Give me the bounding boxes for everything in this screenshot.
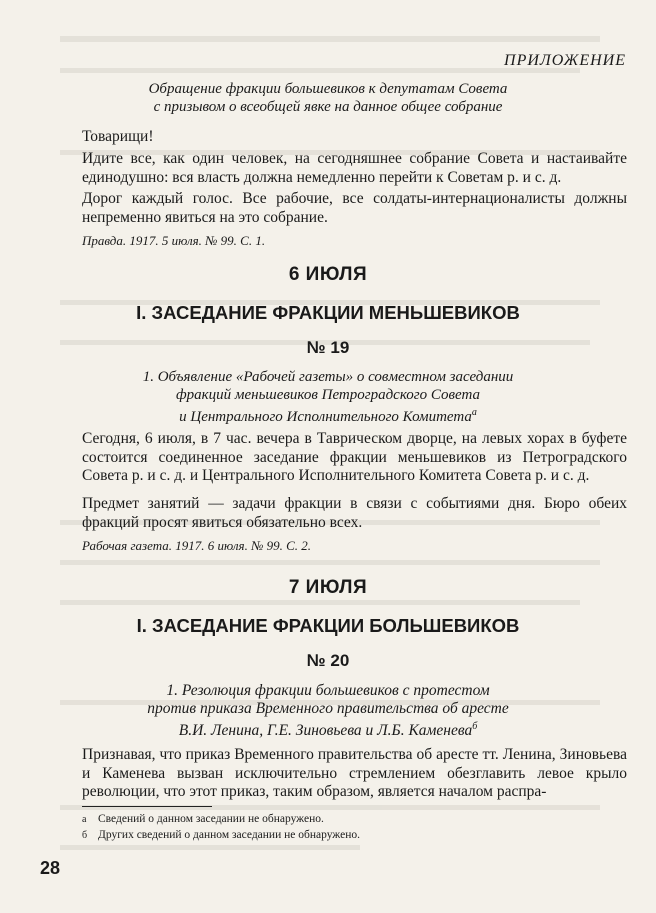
doc19-paragraph-2: Предмет занятий — задачи фракции в связи с событиями дня. Бюро обеих фракций просят явиться обязательно всех. bbox=[82, 495, 627, 531]
footnote-a-text: Сведений о данном заседании не обнаружено. bbox=[98, 813, 324, 825]
doc20-title-line-3 bbox=[0, 718, 656, 740]
date-heading-july-7: 7 ИЮЛЯ bbox=[288, 577, 368, 598]
doc20-title-line-2: против приказа Временного правительства об аресте bbox=[147, 700, 509, 717]
page-number: 28 bbox=[40, 858, 61, 878]
footnote-rule bbox=[82, 806, 212, 807]
footnote-b bbox=[82, 828, 360, 843]
doc19-title-text: и Центрального Исполнительного Комитета bbox=[179, 409, 472, 425]
intro-title-line-2: с призывом о всеобщей явке на данное общее собрание bbox=[153, 99, 503, 115]
doc19-source: Рабочая газета. 1917. 6 июля. № 99. С. 2. bbox=[82, 538, 311, 553]
intro-title-line-1: Обращение фракции большевиков к депутатам Совета bbox=[148, 81, 508, 97]
intro-greeting: Товарищи! bbox=[82, 128, 154, 145]
doc19-title-line-2: фракций меньшевиков Петроградского Совета bbox=[176, 387, 480, 403]
footnote-a bbox=[82, 812, 324, 827]
doc20-paragraph-1: Признавая, что приказ Временного правительства об аресте тт. Ленина, Зиновьева и Каменева вызван исключительно стремлением обезглавить левое крыло революции, что этот приказ, таким образом, является началом распра- bbox=[82, 746, 627, 800]
footnote-a-mark: а bbox=[82, 814, 87, 825]
intro-paragraph-2: Дорог каждый голос. Все рабочие, все солдаты-интернационалисты должны непременно явиться на это собрание. bbox=[82, 190, 627, 226]
appendix-label: ПРИЛОЖЕНИЕ bbox=[504, 52, 626, 69]
doc19-title-line-3 bbox=[0, 404, 656, 426]
footnote-ref-b: б bbox=[472, 721, 478, 732]
doc19-paragraph-1: Сегодня, 6 июля, в 7 час. вечера в Таврическом дворце, на левых хорах в буфете состоится соединенное заседание фракции меньшевиков из Петроградского Совета р. и с. д. и Центрального Исполнительного Комитета Совета р. и с. д. bbox=[82, 430, 627, 484]
footnote-b-text: Других сведений о данном заседании не обнаружено. bbox=[98, 829, 360, 841]
intro-source: Правда. 1917. 5 июля. № 99. С. 1. bbox=[82, 233, 266, 248]
section-heading-bolsheviks: I. ЗАСЕДАНИЕ ФРАКЦИИ БОЛЬШЕВИКОВ bbox=[136, 615, 520, 636]
section-heading-mensheviks: I. ЗАСЕДАНИЕ ФРАКЦИИ МЕНЬШЕВИКОВ bbox=[136, 302, 520, 323]
intro-paragraph-1: Идите все, как один человек, на сегодняшнее собрание Совета и настаивайте единодушно: вся власть должна немедленно перейти к Советам р. и с. д. bbox=[82, 150, 627, 186]
footnote-ref-a: а bbox=[471, 407, 477, 418]
document-number-19: № 19 bbox=[306, 338, 350, 357]
doc20-title-text: В.И. Ленина, Г.Е. Зиновьева и Л.Б. Каменева bbox=[178, 722, 473, 740]
footnote-b-mark: б bbox=[82, 830, 88, 841]
document-number-20: № 20 bbox=[306, 651, 350, 670]
doc20-title-line-1: 1. Резолюция фракции большевиков с протестом bbox=[166, 682, 490, 699]
doc19-title-line-1: 1. Объявление «Рабочей газеты» о совместном заседании bbox=[142, 369, 514, 385]
date-heading-july-6: 6 ИЮЛЯ bbox=[288, 264, 368, 285]
